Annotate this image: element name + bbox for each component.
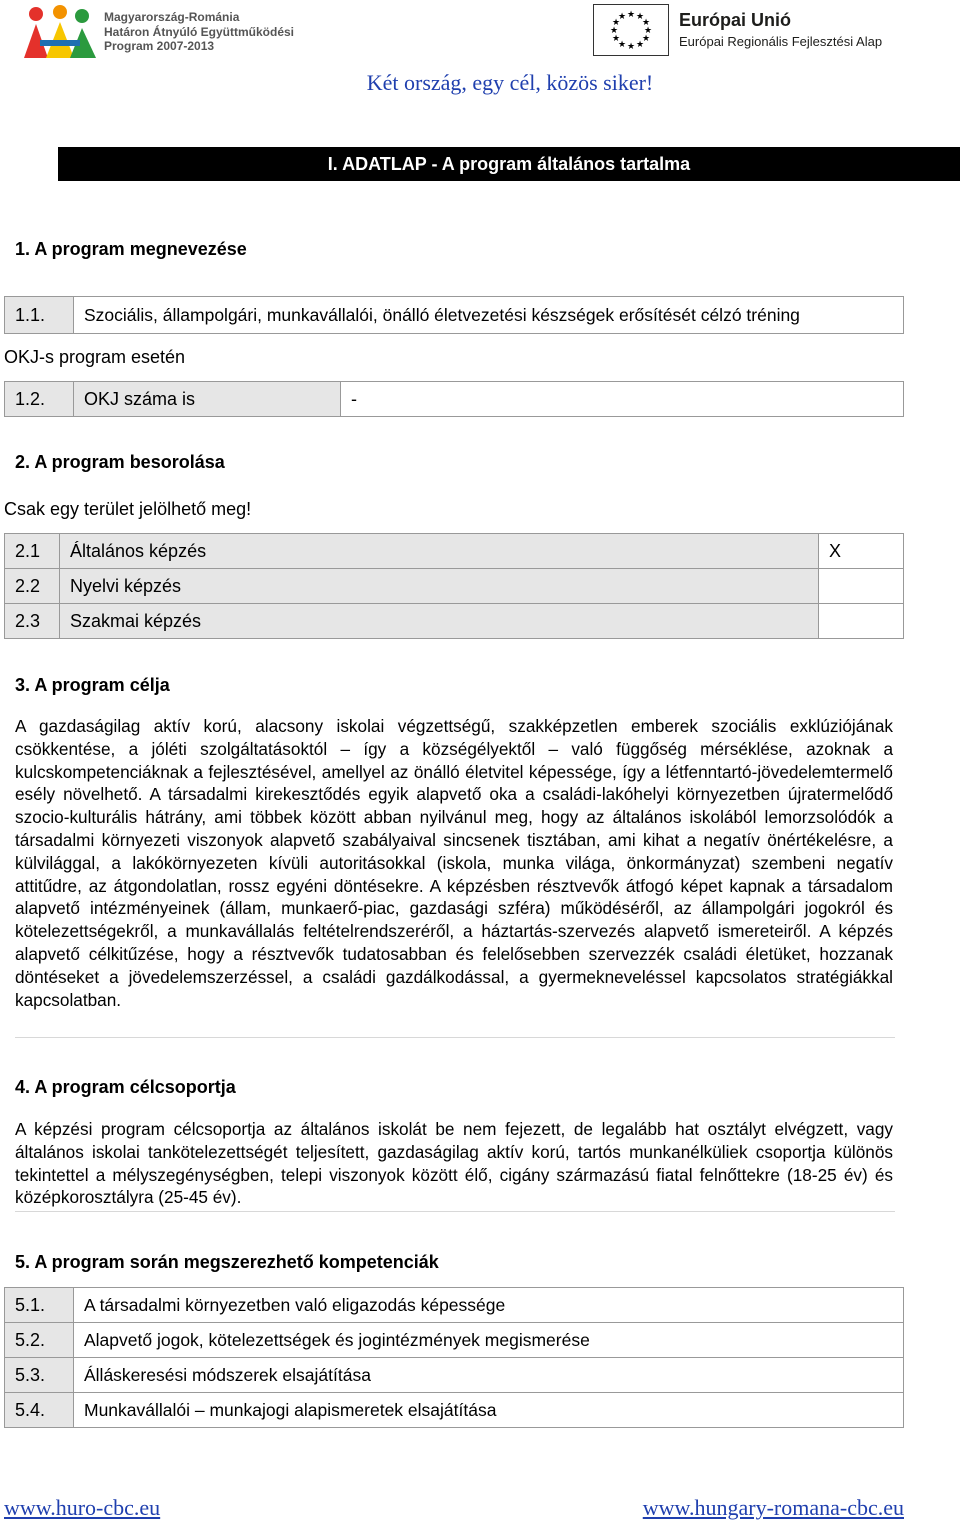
logo-line-1: Magyarország-Románia [104, 10, 240, 24]
competency: Alapvető jogok, kötelezettségek és jogintézmények megismerése [74, 1323, 904, 1358]
svg-text:★: ★ [611, 18, 621, 28]
row-mark [819, 569, 904, 604]
svg-text:★: ★ [626, 42, 636, 52]
svg-text:★: ★ [611, 34, 621, 44]
table-row [5, 1323, 904, 1358]
target-group-text: A képzési program célcsoportja az általános iskolát be nem fejezett, de legalább hat osztályt elvégzett, vagy általános iskolai tankötelezettségét teljesített, gazdaságilag aktív korú, tartós munkanélküliek csoportja különös tekintettel a mélyszegénységben, telepi viszonyok között élő, cigány származású fiatal felnőttekre (18-25 év) és középkorosztályra (25-45 év). [15, 1119, 893, 1208]
eu-title: Európai Unió [679, 10, 791, 30]
row-number: 5.3. [5, 1358, 74, 1393]
competency: Munkavállalói – munkajogi alapismeretek elsajátítása [74, 1393, 904, 1428]
row-number: 2.2 [5, 569, 60, 604]
okj-value: - [341, 382, 904, 417]
row-mark [819, 604, 904, 639]
row-number: 5.4. [5, 1393, 74, 1428]
svg-text:★: ★ [617, 40, 627, 50]
table-row [5, 604, 904, 639]
section4-heading: 4. A program célcsoportja [15, 1077, 236, 1097]
divider [15, 1037, 895, 1038]
logo-line-3: Program 2007-2013 [104, 39, 215, 53]
svg-text:★: ★ [641, 18, 651, 28]
svg-text:★: ★ [635, 12, 645, 22]
slogan: Két ország, egy cél, közös siker! [366, 70, 654, 95]
row-number: 1.1. [5, 297, 74, 334]
table-row [5, 569, 904, 604]
huro-program-logo [20, 4, 320, 60]
row-number: 5.2. [5, 1323, 74, 1358]
table-row [5, 1358, 904, 1393]
section3-heading: 3. A program célja [15, 675, 170, 695]
competency: A társadalmi környezetben való eligazodás képessége [74, 1288, 904, 1323]
svg-text:★: ★ [609, 26, 619, 36]
huro-logo-icon [20, 4, 100, 60]
logo-line-2: Határon Átnyúló Együttműködési [104, 24, 295, 39]
svg-text:★: ★ [626, 10, 636, 20]
eu-subtitle: Európai Regionális Fejlesztési Alap [679, 34, 883, 49]
table-row [5, 1393, 904, 1428]
footer-link-hungary-romania[interactable]: www.hungary-romana-cbc.eu [642, 1495, 904, 1520]
okj-label: OKJ száma is [74, 382, 341, 417]
classification-table [4, 533, 904, 639]
section5-heading: 5. A program során megszerezhető kompetenciák [15, 1252, 439, 1272]
program-goal-text: A gazdaságilag aktív korú, alacsony iskolai végzettségű, szakképzetlen emberek szociális exklúziójának csökkentése, a jóléti szolgáltatásoktól – így a községélyektől – való függőség mérséklése, azoknak a kulcskompetenciáknak a fejlesztésével, amellyel az önálló életvitel képessége, így a létfenntartó-jövedelemtermelő esély növelhető. A társadalmi kirekesztődés egyik alapvető oka a családi-lakóhelyi környezetben újratermelődő szocio-kulturális hátrány, ami többek között abban nyilvánul meg, hogy az általános iskolából lemorzsolódók a társadalmi környezeti viszonyok alapvető szabályaival sincsenek tisztában, ami kihat a negatív önértékelésre, a külvilággal, a lakókörnyezeten kívüli autoritásokkal (iskola, munka világa, önkormányzat) szembeni negatív attitűdre, az átgondolatlan, rossz egyéni döntésekre. A képzésben résztvevők átfogó képet kapnak a társadalom alapvető intézményeinek (állam, munkaerő-piac, gazdasági szféra) működéséről, az állampolgári jogokról és kötelezettségekről, a munkavállalás feltételrendszeréről, a háztartás-szervezés alapvető ismereteiről. A képzés alapvető célkitűzése, hogy a résztvevők tudatosabban és felelősebben szervezzék családi életüket, hozzanak döntéseket a jövedelemszerzéssel, a családi gazdálkodással, a gyermekneveléssel kapcsolatos stratégiákkal kapcsolatban. [15, 716, 893, 1010]
row-mark: X [819, 534, 904, 569]
okj-note: OKJ-s program esetén [4, 347, 186, 367]
program-name-table [4, 296, 904, 334]
footer-link-huro[interactable]: www.huro-cbc.eu [4, 1495, 161, 1520]
row-label: Szakmai képzés [60, 604, 819, 639]
table-row [5, 534, 904, 569]
section1-heading: 1. A program megnevezése [15, 239, 247, 259]
table-row [5, 1288, 904, 1323]
row-label: Általános képzés [60, 534, 819, 569]
eu-flag-icon [593, 4, 669, 56]
program-name: Szociális, állampolgári, munkavállalói, önálló életvezetési készségek erősítését célzó tréning [74, 297, 904, 334]
svg-text:★: ★ [617, 12, 627, 22]
datasheet-title: I. ADATLAP - A program általános tartalma [58, 147, 960, 181]
row-number: 5.1. [5, 1288, 74, 1323]
eu-logo [593, 4, 893, 56]
svg-text:★: ★ [635, 40, 645, 50]
classification-note: Csak egy terület jelölhető meg! [4, 499, 252, 519]
competency: Álláskeresési módszerek elsajátítása [74, 1358, 904, 1393]
section2-heading: 2. A program besorolása [15, 452, 225, 472]
row-number: 2.3 [5, 604, 60, 639]
svg-text:★: ★ [643, 26, 653, 36]
competencies-table [4, 1287, 904, 1428]
divider [15, 1211, 895, 1212]
row-number: 1.2. [5, 382, 74, 417]
svg-text:★: ★ [641, 34, 651, 44]
row-label: Nyelvi képzés [60, 569, 819, 604]
row-number: 2.1 [5, 534, 60, 569]
okj-table [4, 381, 904, 417]
